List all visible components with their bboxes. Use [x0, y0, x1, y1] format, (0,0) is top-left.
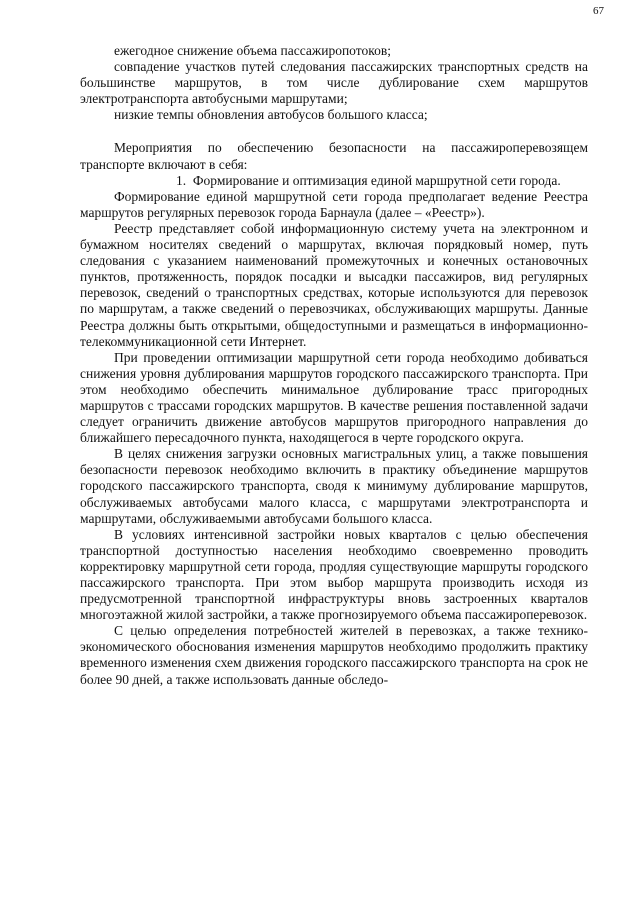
intro-paragraph: Мероприятия по обеспечению безопасности на пассажироперевозящем транспорте включают в себя:: [80, 140, 588, 172]
section-heading: [80, 173, 588, 189]
section-number: 1.: [176, 172, 187, 188]
section-title: Формирование и оптимизация единой маршрутной сети города.: [192, 172, 561, 188]
bullet-paragraph: совпадение участков путей следования пассажирских транспортных средств на большинстве маршрутов, в том числе дублирование схем маршрутов электротранспорта автобусными маршрутами;: [80, 59, 588, 107]
body-paragraph: В целях снижения загрузки основных магистральных улиц, а также повышения безопасности перевозок необходимо включить в практику объединение маршрутов городского пассажирского транспорта, сводя к минимуму дублирование маршрутов, обслуживаемых автобусами малого класса, с маршрутами электротранспорта и маршрутами, обслуживаемыми автобусами большого класса.: [80, 446, 588, 526]
body-paragraph: При проведении оптимизации маршрутной сети города необходимо добиваться снижения уровня дублирования маршрутов городского пассажирского транспорта. При этом необходимо обеспечить минимальное дублирование трасс пригородных маршрутов с трассами городских маршрутов. В качестве решения поставленной задачи следует ограничить движение автобусов маршрутов пригородного направления до ближайшего пересадочного пункта, находящегося в черте городского округа.: [80, 349, 588, 446]
body-paragraph: Реестр представляет собой информационную систему учета на электронном и бумажном носителях сведений о маршрутах, включая порядковый номер, путь следования с указанием наименований промежуточных и конечных остановочных пунктов, протяженность, порядок посадки и высадки пассажиров, вид регулярных перевозок, сведений о транспортных средствах, которые используются для перевозок по маршрутам, а также сведений о перевозчиках, обслуживающих маршруты. Данные Реестра должны быть открытыми, общедоступными и размещаться в информационно-телекоммуникационной сети Интернет.: [80, 220, 588, 349]
body-paragraph: В условиях интенсивной застройки новых кварталов с целью обеспечения транспортной доступностью населения необходимо своевременно проводить корректировку маршрутной сети города, продляя существующие маршруты городского пассажирского транспорта. При этом выбор маршрута производить исходя из предусмотренной транспортной инфраструктуры вновь застроенных кварталов многоэтажной жилой застройки, а также прогнозируемого объема пассажироперевозок.: [80, 526, 588, 623]
page-number: 67: [593, 5, 604, 17]
document-body: [80, 43, 588, 688]
body-paragraph: Формирование единой маршрутной сети города предполагает ведение Реестра маршрутов регулярных перевозок города Барнаула (далее – «Реестр»).: [80, 188, 588, 220]
bullet-paragraph: ежегодное снижение объема пассажиропотоков;: [114, 43, 391, 58]
body-paragraph: С целью определения потребностей жителей в перевозках, а также технико-экономического обоснования изменения маршрутов необходимо продолжить практику временного изменения схем движения городского пассажирского транспорта на срок не более 90 дней, а также использовать данные обследо-: [80, 623, 588, 687]
bullet-paragraph: низкие темпы обновления автобусов большого класса;: [114, 107, 428, 123]
